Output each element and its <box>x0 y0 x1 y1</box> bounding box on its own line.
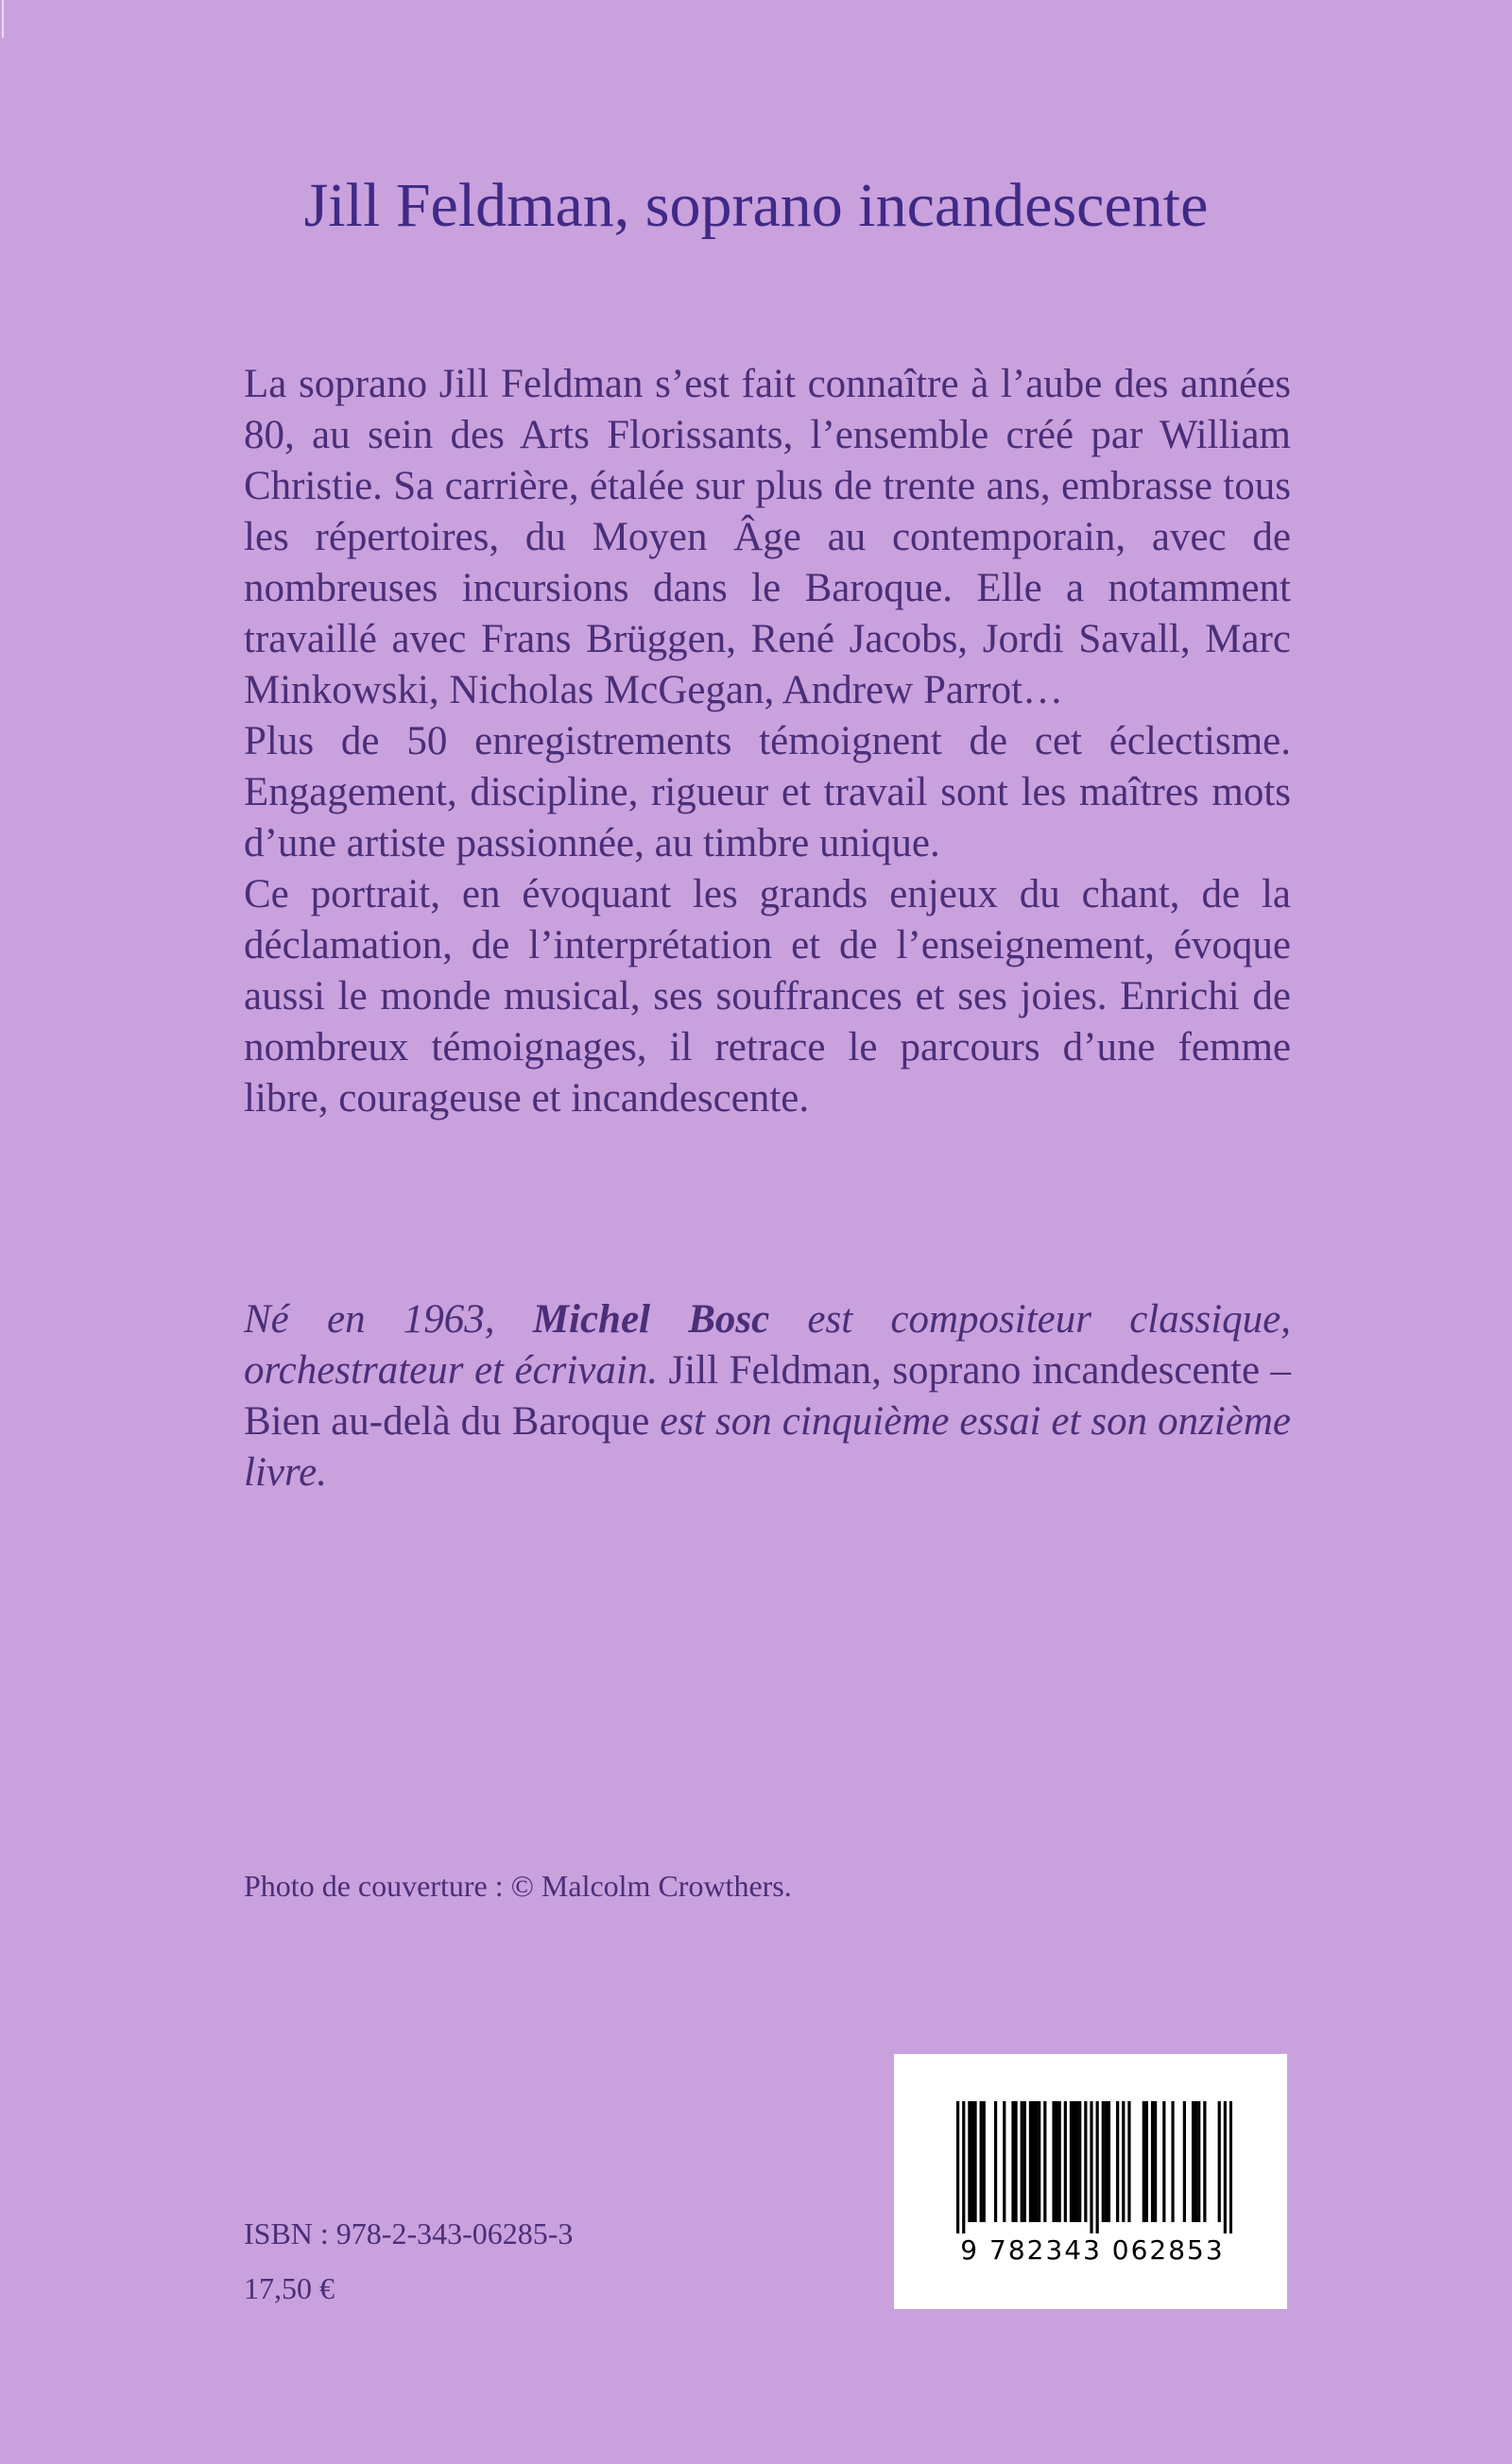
blurb-paragraph-1: La soprano Jill Feldman s’est fait connaître à l’aube des années 80, au sein des Arts Florissants, l’ensemble créé par William Christie. Sa carrière, étalée sur plus de trente ans, embrasse tous les répertoires, du Moyen Âge au contemporain, avec de nombreuses incursions dans le Baroque. Elle a notamment travaillé avec Frans Brüggen, René Jacobs, Jordi Savall, Marc Minkowski, Nicholas McGegan, Andrew Parrot… <box>244 362 1291 712</box>
barcode-bar <box>1102 2101 1105 2222</box>
book-blurb <box>244 359 1291 1124</box>
barcode-bar <box>1090 2101 1092 2233</box>
barcode-bar <box>1003 2101 1005 2222</box>
author-name: Michel Bosc <box>532 1297 770 1342</box>
barcode-bar <box>973 2101 976 2222</box>
barcode-bar <box>962 2101 965 2233</box>
barcode-bar <box>1218 2101 1221 2222</box>
spine-edge-mark <box>2 0 4 38</box>
barcode-bar <box>1043 2101 1046 2222</box>
barcode-bar <box>971 2101 973 2222</box>
barcode-bar <box>1038 2101 1040 2222</box>
author-bio <box>244 1294 1291 1498</box>
barcode-bar <box>1171 2101 1174 2222</box>
barcode-bar <box>1084 2101 1087 2222</box>
barcode-bar <box>1073 2101 1075 2222</box>
barcode-bar <box>1023 2101 1026 2222</box>
blurb-paragraph-2: Plus de 50 enregistrements témoignent de cet éclectisme. Engagement, discipline, rigueur et travail sont les maîtres mots d’une artiste passionnée, au timbre unique. <box>244 719 1291 865</box>
author-bio-intro: Né en 1963, <box>244 1297 533 1342</box>
isbn: ISBN : 978-2-343-06285-3 <box>244 2216 574 2250</box>
barcode-bar <box>1075 2101 1078 2222</box>
barcode-bar <box>1194 2101 1197 2222</box>
barcode-bars <box>956 2101 1232 2233</box>
barcode-bar <box>1096 2101 1099 2233</box>
barcode-bar <box>1162 2101 1165 2222</box>
author-bio-book-title: Jill Feldman, soprano incandescente – Bien au-delà du Baroque <box>244 1348 1291 1444</box>
barcode-bar <box>1183 2101 1186 2222</box>
barcode-bar <box>1014 2101 1017 2222</box>
barcode-bar <box>1105 2101 1108 2222</box>
barcode-bar <box>1029 2101 1032 2222</box>
barcode-bar <box>1052 2101 1055 2222</box>
barcode <box>894 2054 1287 2309</box>
barcode-bar <box>968 2101 971 2222</box>
barcode-bar <box>1154 2101 1157 2222</box>
book-title: Jill Feldman, soprano incandescente <box>303 171 1209 240</box>
barcode-bar <box>956 2101 959 2233</box>
barcode-bar <box>1070 2101 1073 2222</box>
barcode-bar <box>1192 2101 1194 2222</box>
barcode-bar <box>1064 2101 1067 2222</box>
author-bio-role: est compositeur classique, orchestrateur et écrivain. <box>244 1297 1291 1393</box>
barcode-bar <box>1032 2101 1035 2222</box>
blurb-paragraph-3: Ce portrait, en évoquant les grands enjeux du chant, de la déclamation, de l’interprétation et de l’enseignement, évoque aussi le monde musical, ses souffrances et ses joies. Enrichi de nombreux témoignages, il retrace le parcours d’une femme libre, courageuse et incandescente. <box>244 872 1291 1121</box>
barcode-bar <box>1145 2101 1148 2222</box>
barcode-bar <box>1011 2101 1014 2222</box>
barcode-bar <box>994 2101 997 2222</box>
barcode-bar <box>1151 2101 1154 2222</box>
barcode-bar <box>1224 2101 1227 2233</box>
barcode-bar <box>1078 2101 1081 2222</box>
barcode-bar <box>1203 2101 1206 2222</box>
barcode-bar <box>1122 2101 1125 2222</box>
barcode-bar <box>980 2101 983 2222</box>
barcode-number: 9 782343 062853 <box>960 2234 1225 2266</box>
barcode-bar <box>1197 2101 1200 2222</box>
barcode-bar <box>1058 2101 1061 2222</box>
price: 17,50 € <box>244 2271 335 2305</box>
barcode-bar <box>1143 2101 1145 2222</box>
barcode-bar <box>983 2101 986 2222</box>
barcode-bar <box>1021 2101 1023 2222</box>
author-bio-text <box>244 1294 1291 1498</box>
barcode-bar <box>1056 2101 1058 2222</box>
photo-credit: Photo de couverture : © Malcolm Crowthers. <box>244 1869 792 1903</box>
barcode-bar <box>1108 2101 1110 2222</box>
barcode-bar <box>1116 2101 1119 2222</box>
author-bio-outro: est son cinquième essai et son onzième livre. <box>244 1399 1292 1495</box>
barcode-bar <box>1127 2101 1130 2222</box>
barcode-bar <box>1229 2101 1232 2233</box>
barcode-bar <box>1035 2101 1038 2222</box>
